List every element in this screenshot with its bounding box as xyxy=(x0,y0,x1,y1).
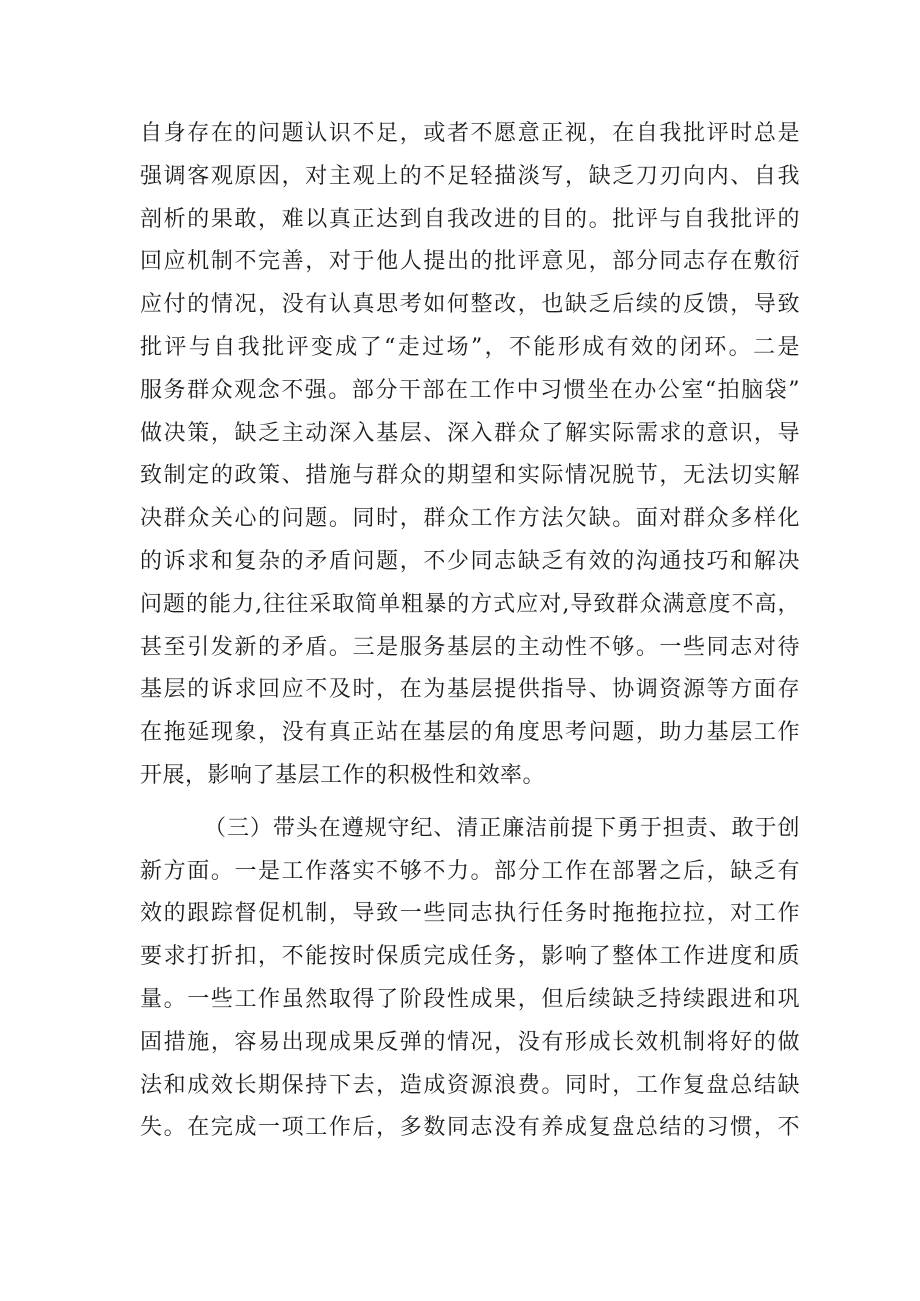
text-line: 新方面。一是工作落实不够不力。部分工作在部署之后，缺乏有 xyxy=(140,858,800,884)
text-line: 批评与自我批评变成了“走过场”，不能形成有效的闭环。二是 xyxy=(140,334,800,360)
text-line: 回应机制不完善，对于他人提出的批评意见，部分同志存在敷衍 xyxy=(140,249,800,275)
text-line: 自身存在的问题认识不足，或者不愿意正视，在自我批评时总是 xyxy=(140,121,800,146)
text-line: 法和成效长期保持下去，造成资源浪费。同时，工作复盘总结缺 xyxy=(140,1072,800,1098)
text-line: 失。在完成一项工作后，多数同志没有养成复盘总结的习惯，不 xyxy=(140,1115,800,1141)
text-line: 开展，影响了基层工作的积极性和效率。 xyxy=(140,762,546,788)
text-line: 问题的能力,往往采取简单粗暴的方式应对,导致群众满意度不高， xyxy=(140,591,800,617)
text-line: 要求打折扣，不能按时保质完成任务，影响了整体工作进度和质 xyxy=(140,944,800,970)
text-line: 决群众关心的问题。同时，群众工作方法欠缺。面对群众多样化 xyxy=(140,506,800,532)
text-line: 应付的情况，没有认真思考如何整改，也缺乏后续的反馈，导致 xyxy=(140,292,800,318)
text-line: 剖析的果敢，难以真正达到自我改进的目的。批评与自我批评的 xyxy=(140,206,800,232)
text-line: 做决策，缺乏主动深入基层、深入群众了解实际需求的意识，导 xyxy=(140,420,800,446)
text-line: 甚至引发新的矛盾。三是服务基层的主动性不够。一些同志对待 xyxy=(140,634,800,660)
text-line: 效的跟踪督促机制，导致一些同志执行任务时拖拖拉拉，对工作 xyxy=(140,901,800,927)
document-body xyxy=(140,113,800,1150)
paragraph-1 xyxy=(140,113,800,798)
paragraph-gap xyxy=(140,798,800,808)
text-line: 强调客观原因，对主观上的不足轻描淡写，缺乏刀刃向内、自我 xyxy=(140,163,800,189)
paragraph-2 xyxy=(140,808,800,1150)
text-line: （三）带头在遵规守纪、清正廉洁前提下勇于担责、敢于创 xyxy=(204,815,800,841)
text-line: 服务群众观念不强。部分干部在工作中习惯坐在办公室“拍脑袋” xyxy=(140,377,800,403)
text-line: 量。一些工作虽然取得了阶段性成果，但后续缺乏持续跟进和巩 xyxy=(140,986,800,1012)
text-line: 的诉求和复杂的矛盾问题，不少同志缺乏有效的沟通技巧和解决 xyxy=(140,548,800,574)
text-line: 在拖延现象，没有真正站在基层的角度思考问题，助力基层工作 xyxy=(140,720,800,746)
text-line: 基层的诉求回应不及时，在为基层提供指导、协调资源等方面存 xyxy=(140,677,800,703)
text-line: 固措施，容易出现成果反弹的情况，没有形成长效机制将好的做 xyxy=(140,1029,800,1055)
text-line: 致制定的政策、措施与群众的期望和实际情况脱节，无法切实解 xyxy=(140,463,800,489)
